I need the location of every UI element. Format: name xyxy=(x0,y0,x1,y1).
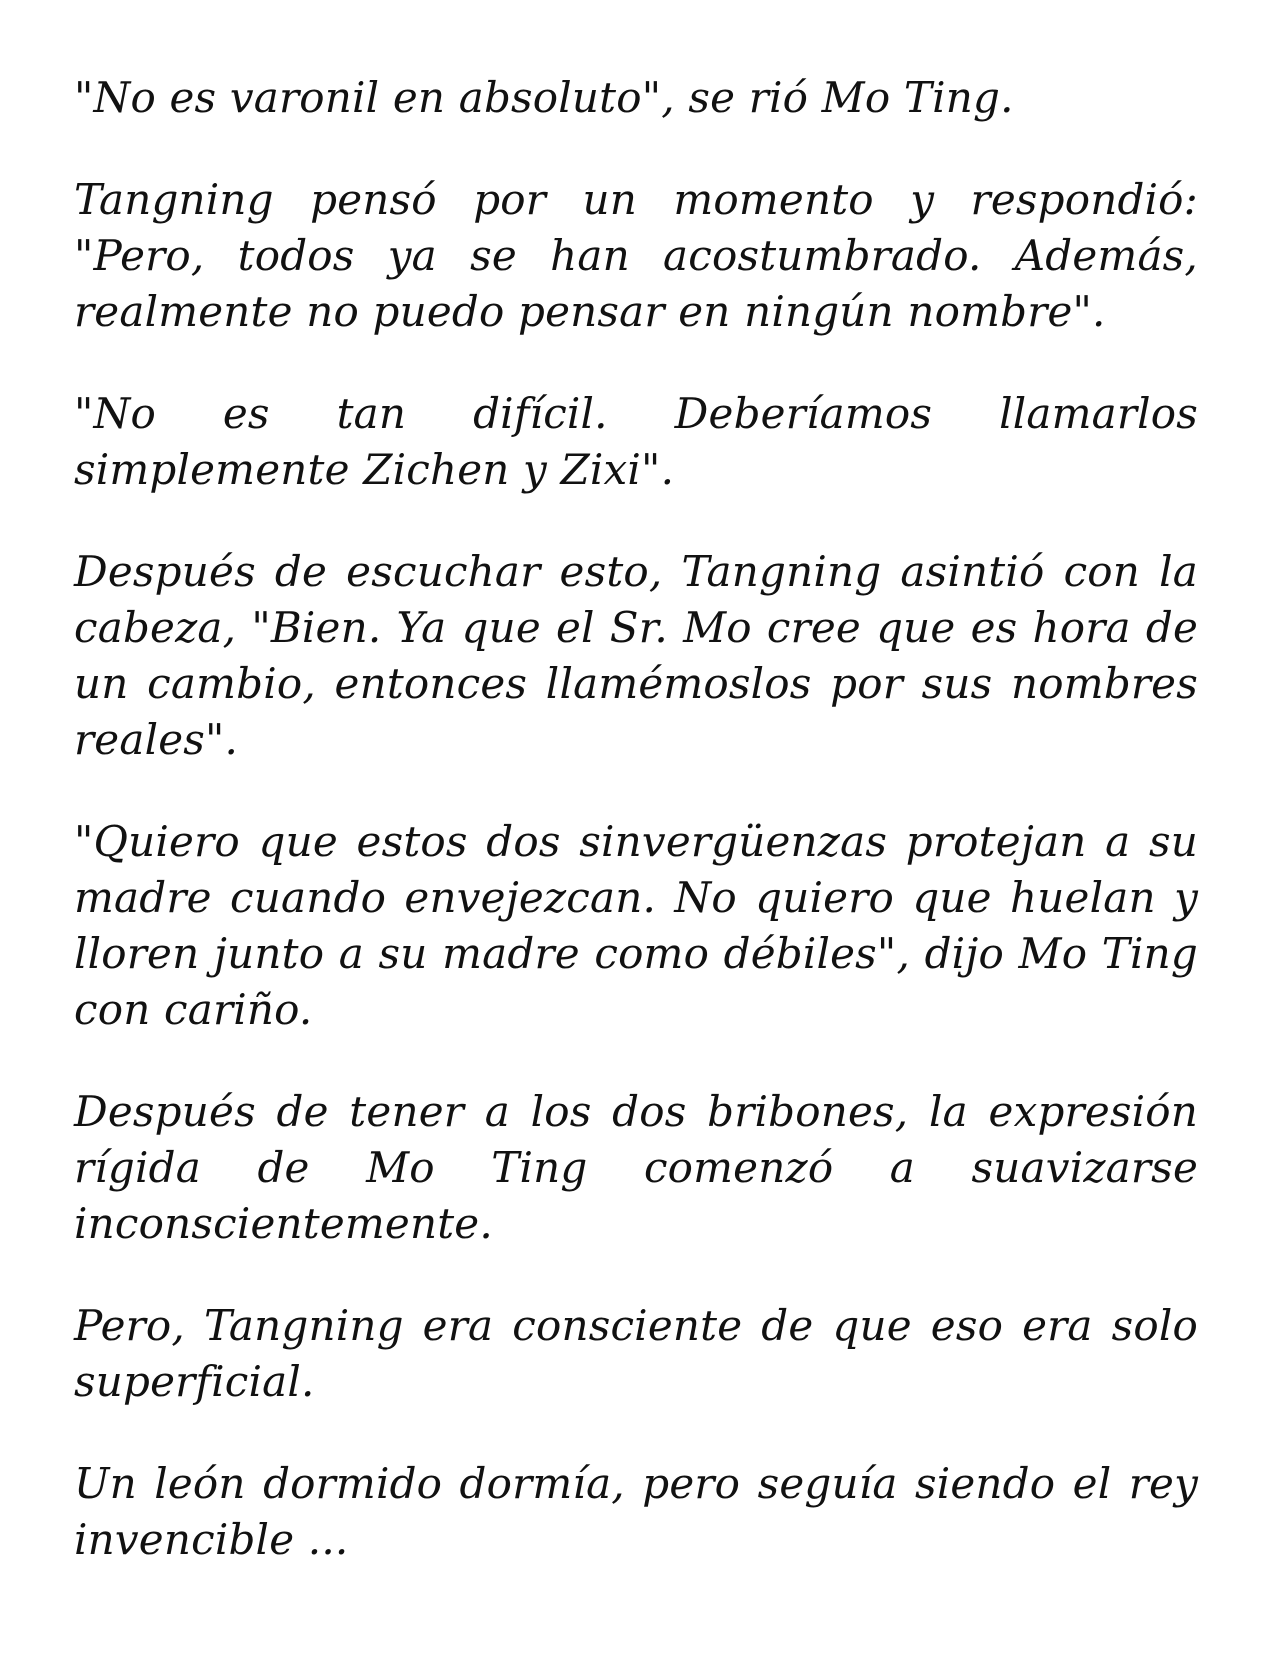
paragraph-4: Después de escuchar esto, Tangning asintió con la cabeza, "Bien. Ya que el Sr. Mo cree que es hora de un cambio, entonces llamémoslos por sus nombres reales". xyxy=(74,547,1198,764)
paragraph-3: "No es tan difícil. Deberíamos llamarlos simplemente Zichen y Zixi". xyxy=(74,389,1198,494)
paragraph-2: Tangning pensó por un momento y respondió: "Pero, todos ya se han acostumbrado. Además, realmente no puedo pensar en ningún nombre". xyxy=(74,175,1198,336)
document-page xyxy=(74,70,1198,1568)
paragraph-1: "No es varonil en absoluto", se rió Mo Ting. xyxy=(74,73,1014,122)
paragraph-6: Después de tener a los dos bribones, la expresión rígida de Mo Ting comenzó a suavizarse inconscientemente. xyxy=(74,1087,1198,1248)
paragraph-5: "Quiero que estos dos sinvergüenzas protejan a su madre cuando envejezcan. No quiero que huelan y lloren junto a su madre como débiles", dijo Mo Ting con cariño. xyxy=(74,817,1198,1034)
paragraph-8: Un león dormido dormía, pero seguía siendo el rey invencible ... xyxy=(74,1459,1198,1564)
paragraph-7: Pero, Tangning era consciente de que eso era solo superficial. xyxy=(74,1301,1198,1406)
